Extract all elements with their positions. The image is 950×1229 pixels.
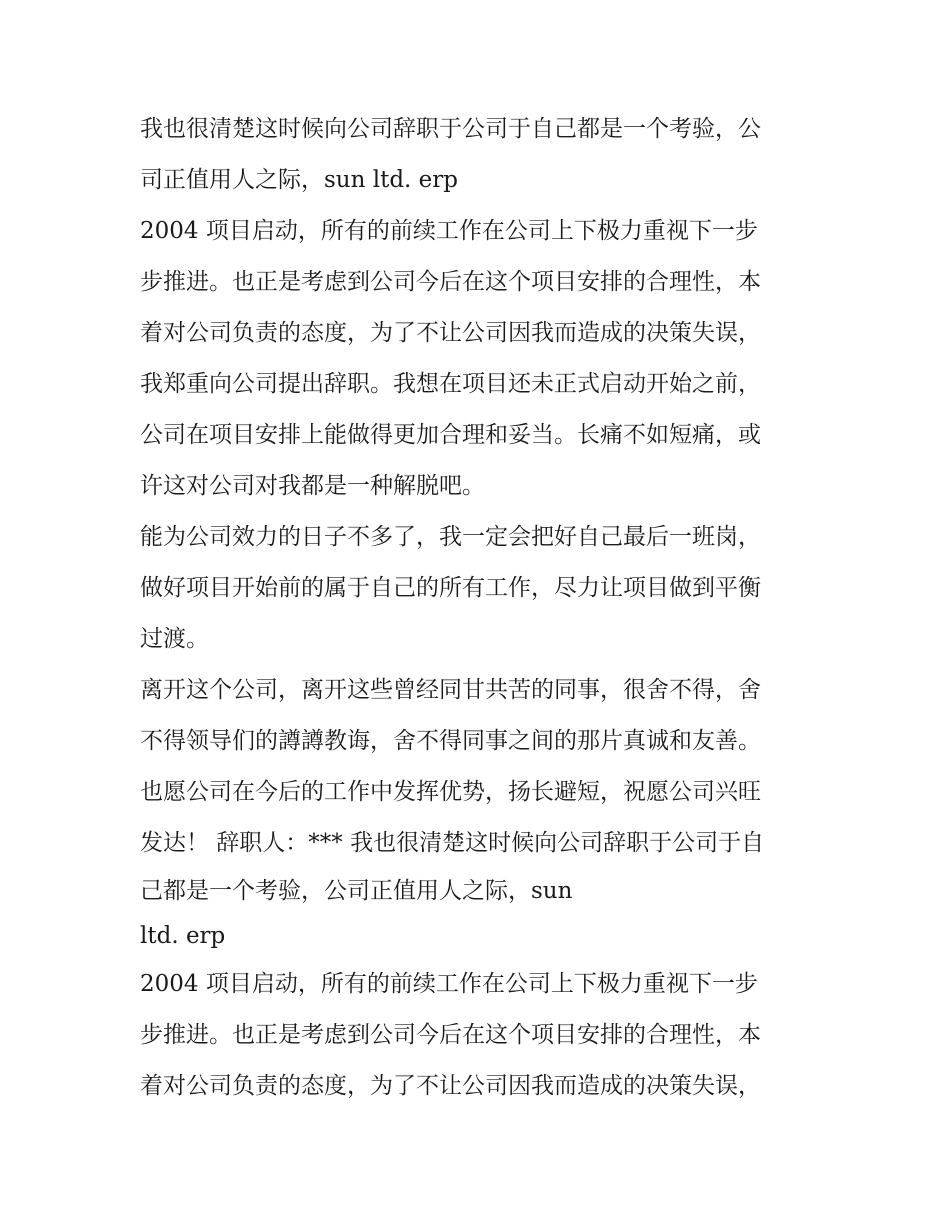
text-line: 己都是一个考验，公司正值用人之际，sun bbox=[140, 878, 573, 904]
document-body bbox=[140, 104, 814, 1112]
text-line: 公司在项目安排上能做得更加合理和妥当。长痛不如短痛，或 bbox=[140, 422, 761, 448]
text-line: 离开这个公司，离开这些曾经同甘共苦的同事，很舍不得，舍 bbox=[140, 677, 761, 703]
text-line: 不得领导们的譐譐教诲，舍不得同事之间的那片真诚和友善。 bbox=[140, 728, 761, 754]
text-line: 2004 项目启动，所有的前续工作在公司上下极力重视下一步 bbox=[140, 971, 758, 997]
text-line: 着对公司负责的态度，为了不让公司因我而造成的决策失误， bbox=[140, 320, 761, 346]
text-line: 我郑重向公司提出辞职。我想在项目还未正式启动开始之前， bbox=[140, 371, 761, 397]
text-line: 司正值用人之际，sun ltd. erp bbox=[140, 167, 459, 193]
text-line: 发达！ 辞职人：*** 我也很清楚这时候向公司辞职于公司于自 bbox=[140, 830, 765, 856]
text-line: 过渡。 bbox=[140, 626, 209, 652]
text-line: 我也很清楚这时候向公司辞职于公司于自己都是一个考验，公 bbox=[140, 116, 761, 142]
text-line: 许这对公司对我都是一种解脱吧。 bbox=[140, 473, 485, 499]
text-line: ltd. erp bbox=[140, 923, 226, 949]
text-line: 2004 项目启动，所有的前续工作在公司上下极力重视下一步 bbox=[140, 218, 758, 244]
text-line: 步推进。也正是考虑到公司今后在这个项目安排的合理性，本 bbox=[140, 1022, 761, 1048]
text-line: 步推进。也正是考虑到公司今后在这个项目安排的合理性，本 bbox=[140, 269, 761, 295]
text-line: 做好项目开始前的属于自己的所有工作，尽力让项目做到平衡 bbox=[140, 575, 761, 601]
text-line: 能为公司效力的日子不多了，我一定会把好自己最后一班岗， bbox=[140, 524, 761, 550]
text-line: 也愿公司在今后的工作中发挥优势，扬长避短，祝愿公司兴旺 bbox=[140, 779, 761, 805]
text-line: 着对公司负责的态度，为了不让公司因我而造成的决策失误， bbox=[140, 1073, 761, 1099]
